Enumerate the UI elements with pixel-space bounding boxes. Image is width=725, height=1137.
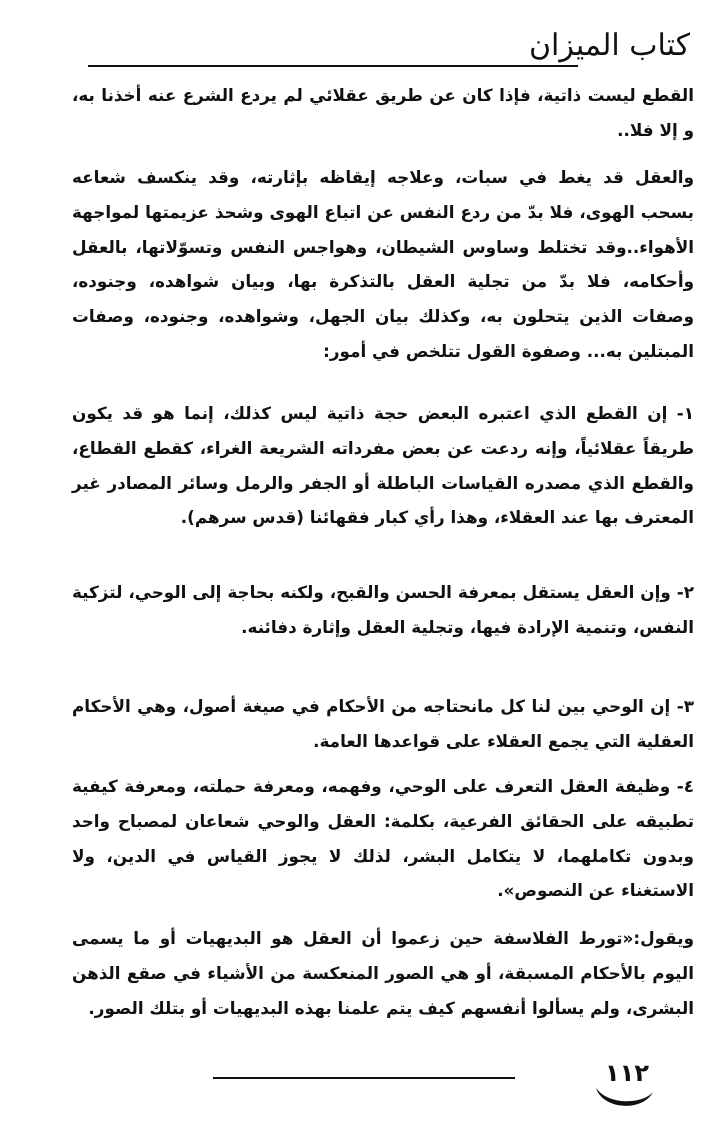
header-rule xyxy=(88,65,578,67)
paragraph-quote: ويقول:«تورط الفلاسفة حين زعموا أن العقل هو البديهيات أو ما يسمى اليوم بالأحكام المسبقة، أو هي الصور المنعكسة من الأشياء في صقع الذهن البشرى، ولم يسألوا أنفسهم كيف يتم علمنا بهذه البديهيات أو بتلك الصور. xyxy=(72,928,694,1018)
paragraph-continued: القطع ليست ذاتية، فإذا كان عن طريق عقلائي لم يردع الشرع عنه أخذنا به، و إلا فلا.. xyxy=(72,85,694,140)
footer-rule xyxy=(213,1077,515,1079)
paragraph-point-3: ٣- إن الوحي بين لنا كل مانحتاجه من الأحكام في صيغة أصول، وهي الأحكام العقلية التي يجمع العقلاء على قواعدها العامة. xyxy=(72,696,694,751)
book-title-logo: كتاب الميزان xyxy=(528,28,690,63)
page-number: ١١٢ xyxy=(605,1059,649,1087)
paragraph-intellect-intro: والعقل قد يغط في سبات، وعلاجه إيقاظه بإثارته، وقد ينكسف شعاعه بسحب الهوى، فلا بدّ من ردع النفس عن اتباع الهوى وشحذ عزيمتها لمواجهة الأهواء..وقد تختلط وساوس الشيطان، وهواجس النفس وتسوّلاتها، بالعقل وأحكامه، فلا بدّ من تجلية العقل بالتذكرة بها، وبيان شواهده، وجنوده، وصفات الذين يتحلون به، وكذلك بيان الجهل، وشواهده، وجنوده، وصفات المبتلين به... وصفوة القول تتلخص في أمور: xyxy=(72,167,694,361)
crescent-ornament xyxy=(593,1086,655,1112)
paragraph-point-2: ٢- وإن العقل يستقل بمعرفة الحسن والقبح، ولكنه بحاجة إلى الوحي، لتزكية النفس، وتنمية الإرادة فيها، وتجلية العقل وإثارة دفائنه. xyxy=(72,582,694,637)
page-header xyxy=(88,22,690,72)
paragraph-point-1: ١- إن القطع الذي اعتبره البعض حجة ذاتية ليس كذلك، إنما هو قد يكون طريقاً عقلائياً، وإنه ردعت عن بعض مفرداته الشريعة الغراء، كقطع القطاع، والقطع الذي مصدره القياسات الباطلة أو الجفر والرمل وسائر المصادر غير المعترف بها عند العقلاء، وهذا رأي كبار فقهائنا (قدس سرهم). xyxy=(72,403,694,528)
paragraph-point-4: ٤- وظيفة العقل التعرف على الوحي، وفهمه، ومعرفة حملته، ومعرفة كيفية تطبيقه على الحقائق الفرعية، بكلمة: العقل والوحي شعاعان لمصباح واحد وبدون تكاملهما، لا يتكامل البشر، لذلك لا يجوز القياس في الدين، ولا الاستغناء عن النصوص». xyxy=(72,776,694,901)
